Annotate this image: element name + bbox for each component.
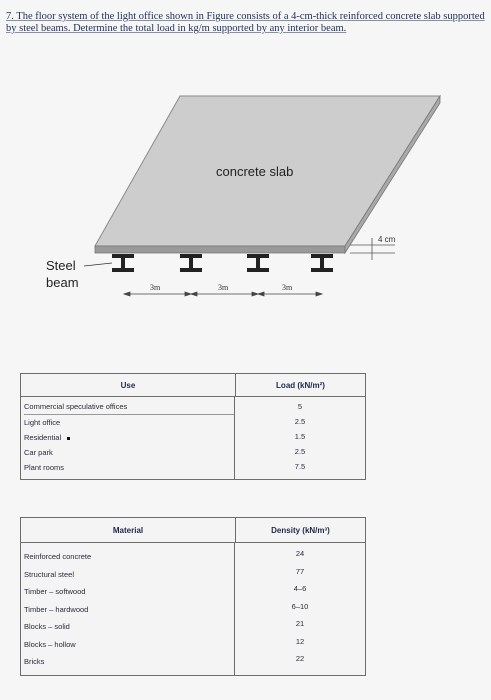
table-row-use: Commercial speculative offices: [24, 399, 234, 415]
load-column-header: Load (kN/m²): [276, 380, 325, 390]
table-row-load: 2.5: [294, 417, 306, 426]
steel-beam: [112, 254, 134, 272]
floor-system-figure: [0, 0, 491, 330]
thickness-label: 4 cm: [378, 235, 396, 244]
table-row-density: 22: [295, 654, 305, 663]
concrete-slab-front-edge: [95, 246, 345, 253]
table-row-material: Blocks – hollow: [24, 639, 76, 649]
spacing-label-3: 3m: [282, 283, 293, 292]
table-row-material: Bricks: [24, 657, 45, 666]
table-row-use: Car park: [24, 448, 53, 457]
spacing-label-2: 3m: [218, 283, 229, 292]
slab-label: concrete slab: [216, 164, 294, 179]
table-row-density: 24: [295, 549, 305, 558]
bullet-mark: [67, 437, 70, 440]
table-row-density: 77: [295, 566, 305, 576]
use-column-header: Use: [21, 374, 236, 396]
beam-label-line1: Steel: [46, 258, 76, 273]
table-row-use: Light office: [24, 418, 61, 427]
steel-beam: [311, 254, 333, 272]
steel-beam: [180, 254, 202, 272]
density-column-header: Density (kN/m³): [271, 525, 330, 535]
beam-leader-line: [84, 263, 112, 266]
material-column-header: Material: [21, 518, 236, 542]
table-row-load: 5: [297, 402, 303, 411]
table-row-use: Plant rooms: [24, 463, 65, 472]
table-row-material: Structural steel: [24, 569, 75, 579]
table-row-material: Timber – hardwood: [24, 604, 89, 614]
live-load-table: [20, 373, 366, 480]
spacing-label-1: 3m: [150, 283, 161, 292]
question-text: 7. The floor system of the light office shown in Figure consists of a 4-cm-thick reinforced concrete slab supported by steel beams. Determine the total load in kg/m supported by any interior beam.: [6, 11, 485, 34]
material-density-table: [20, 517, 366, 676]
steel-beam: [247, 254, 269, 272]
table-row-material: Reinforced concrete: [24, 552, 92, 561]
table-row-load: 1.5: [294, 432, 306, 441]
table-row-use: Residential: [24, 430, 234, 445]
beam-label-line2: beam: [46, 275, 79, 290]
table-row-density: 12: [295, 636, 305, 646]
table-row-load: 2.5: [294, 447, 306, 456]
table-row-density: 21: [295, 619, 305, 628]
table-row-density: 6–10: [291, 601, 309, 611]
table-row-material: Timber – softwood: [24, 587, 86, 596]
table-row-material: Blocks – solid: [24, 622, 70, 631]
table-row-density: 4–6: [293, 584, 307, 593]
spacing-dimension: [124, 292, 322, 296]
table-row-load: 7.5: [294, 462, 306, 471]
